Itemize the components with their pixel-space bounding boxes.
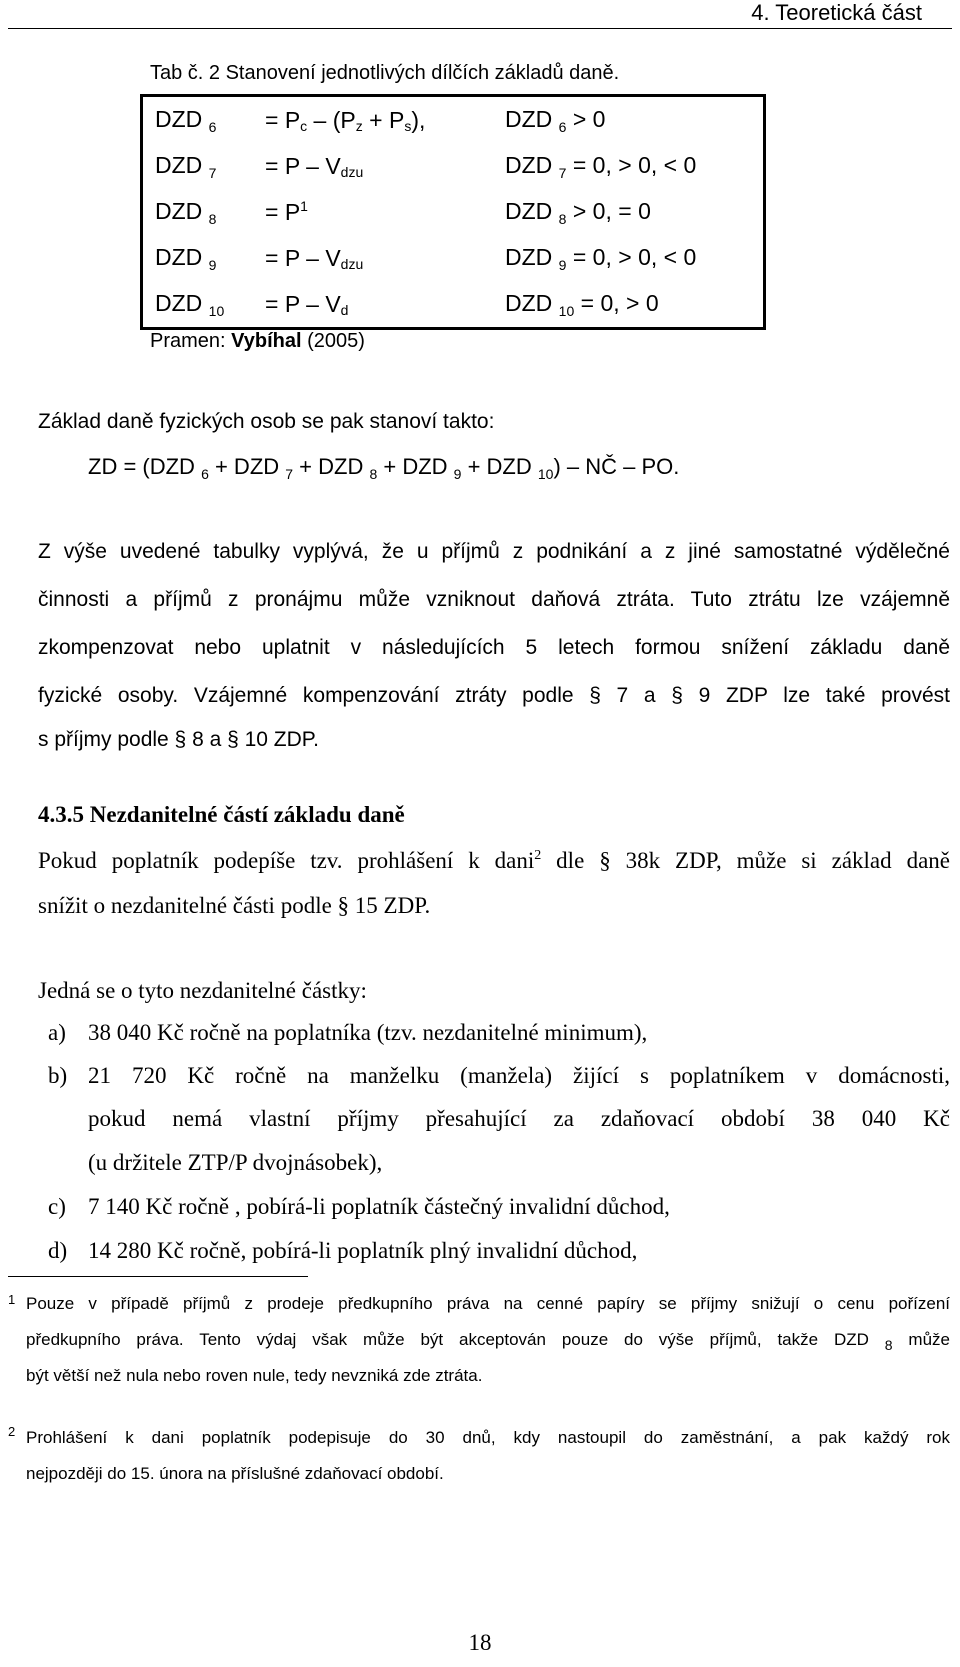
footnote-line: předkupního práva. Tento výdaj však může být akceptován pouze do výše příjmů, takže DZD $_8$ může (26, 1330, 950, 1353)
tax-base-formula: ZD = (DZD $_6$ + DZD $_7$ + DZD $_8$ + DZD $_9$ + DZD $_{10}$) – NČ – PO. (88, 454, 680, 482)
row-condition: DZD $_6$ > 0 (505, 105, 606, 135)
table-source: Pramen: Vybíhal (2005) (150, 330, 365, 352)
paragraph-line: zkompenzovat nebo uplatnit v následujících 5 letech formou snížení základu daně (38, 636, 950, 659)
footnote-line: být větší než nula nebo roven nule, tedy nevzniká zde ztráta. (26, 1366, 483, 1385)
footnote-separator (8, 1276, 308, 1277)
row-condition: DZD $_{10}$ = 0, > 0 (505, 289, 659, 319)
footnote-ref-1[interactable]: 1 (300, 198, 308, 214)
paragraph-line: fyzické osoby. Vzájemné kompenzování ztráty podle § 7 a § 9 ZDP lze také provést (38, 684, 950, 707)
row-condition: DZD $_7$ = 0, > 0, < 0 (505, 151, 697, 181)
row-formula: = $P^1$ (265, 198, 308, 225)
row-formula: = P – Vd (265, 290, 349, 318)
row-label: DZD $_8$ (155, 197, 217, 227)
section-line: snížit o nezdanitelné části podle § 15 ZDP. (38, 893, 431, 918)
header-rule (8, 28, 952, 29)
section-line: Pokud poplatník podepíše tzv. prohlášení k dani$^2$ dle § 38k ZDP, může si základ daně (38, 848, 950, 873)
table-row (142, 281, 765, 329)
row-formula: = Pc – (Pz + Ps), (265, 106, 426, 134)
footnote-ref-2[interactable]: 2 (534, 848, 542, 863)
table-row (142, 96, 765, 144)
row-label: DZD $_9$ (155, 243, 217, 273)
document-page: 4. Teoretická část Tab č. 2 Stanovení jednotlivých dílčích základů daně. DZD $_6$ = Pc – (Pz + Ps), DZD $_6$ > 0 DZD $_7$ = P – Vdzu DZD $_7$ = 0, > 0, < 0 DZD $_8$ = $P^1$ DZD $_8$ > 0, = 0 DZD $_9$ = P – Vdzu DZD $_9$ = 0, > 0, < 0 DZD $_{10}$ = P – Vd DZD $_{10}$ = 0, > 0 Pramen: Vybíhal (2005) Základ daně fyzických osob se pak stanoví takto: ZD = (DZD $_6$ + DZD $_7$ + DZD $_8$ + DZD $_9$ + DZD $_{10}$) – NČ – PO. Z výše uvedené tabulky vyplývá, že u příjmů z podnikání a z jiné samostatné výdělečné činnosti a příjmů z pronájmu může vzniknout daňová ztráta. Tuto ztrátu lze vzájemně zkompenzovat nebo uplatnit v následujících 5 letech formou snížení základu daně fyzické osoby. Vzájemné kompenzování ztráty podle § 7 a § 9 ZDP lze také provést s příjmy podle § 8 a § 10 ZDP. 4.3.5 Nezdanitelné částí základu daně Pokud poplatník podepíše tzv. prohlášení k dani$^2$ dle § 38k ZDP, může si základ daně snížit o nezdanitelné části podle § 15 ZDP. Jedná se o tyto nezdanitelné částky: a) 38 040 Kč ročně na poplatníka (tzv. nezdanitelné minimum), b) 21 720 Kč ročně na manželku (manžela) žijící s poplatníkem v domácnosti, pokud nemá vlastní příjmy přesahující za zdaňovací období 38 040 Kč (u držitele ZTP/P dvojnásobek), c) 7 140 Kč ročně , pobírá-li poplatník částečný invalidní důchod, d) 14 280 Kč ročně, pobírá-li poplatník plný invalidní důchod, 1 Pouze v případě příjmů z prodeje předkupního práva na cenné papíry se příjmy snižují o cenu pořízení předkupního práva. Tento výdaj však může být akceptován pouze do výše příjmů, takže DZD $_8$ může být větší než nula nebo roven nule, tedy nevzniká zde ztráta. 2 Prohlášení k dani poplatník podepisuje do 30 dnů, kdy nastoupil do zaměstnání, a pak každý rok nejpozději do 15. února na příslušné zdaňovací období. 18 (0, 0, 960, 1667)
row-condition: DZD $_9$ = 0, > 0, < 0 (505, 243, 697, 273)
row-label: DZD $_7$ (155, 151, 217, 181)
table-row (142, 189, 765, 235)
table-caption: Tab č. 2 Stanovení jednotlivých dílčích základů daně. (150, 62, 620, 84)
row-label: DZD $_{10}$ (155, 289, 225, 319)
row-formula: = P – Vdzu (265, 244, 364, 272)
row-formula: = P – Vdzu (265, 152, 364, 180)
footnote-number: 2 (8, 1424, 16, 1439)
paragraph-line: činnosti a příjmů z pronájmu může vzniknout daňová ztráta. Tuto ztrátu lze vzájemně (38, 588, 950, 611)
paragraph-line: Z výše uvedené tabulky vyplývá, že u příjmů z podnikání a z jiné samostatné výdělečné (38, 540, 950, 563)
intro-text: Základ daně fyzických osob se pak stanoví takto: (38, 410, 495, 433)
table-row (142, 235, 765, 281)
paragraph-line: s příjmy podle § 8 a § 10 ZDP. (38, 728, 319, 751)
page-number: 18 (468, 1630, 492, 1655)
footnote-line: Pouze v případě příjmů z prodeje předkupního práva na cenné papíry se příjmy snižují o cenu pořízení (26, 1294, 950, 1313)
running-header: 4. Teoretická část (751, 0, 922, 25)
row-condition: DZD $_8$ > 0, = 0 (505, 197, 651, 227)
partial-tax-base-table (140, 94, 766, 330)
table-row (142, 143, 765, 189)
footnote-line: nejpozději do 15. února na příslušné zdaňovací období. (26, 1464, 444, 1483)
footnote-line: Prohlášení k dani poplatník podepisuje do 30 dnů, kdy nastoupil do zaměstnání, a pak každý rok (26, 1428, 950, 1447)
footnote-number: 1 (8, 1292, 16, 1307)
section-heading: 4.3.5 Nezdanitelné částí základu daně (38, 802, 405, 827)
row-label: DZD $_6$ (155, 105, 217, 135)
list-intro: Jedná se o tyto nezdanitelné částky: (38, 978, 367, 1003)
